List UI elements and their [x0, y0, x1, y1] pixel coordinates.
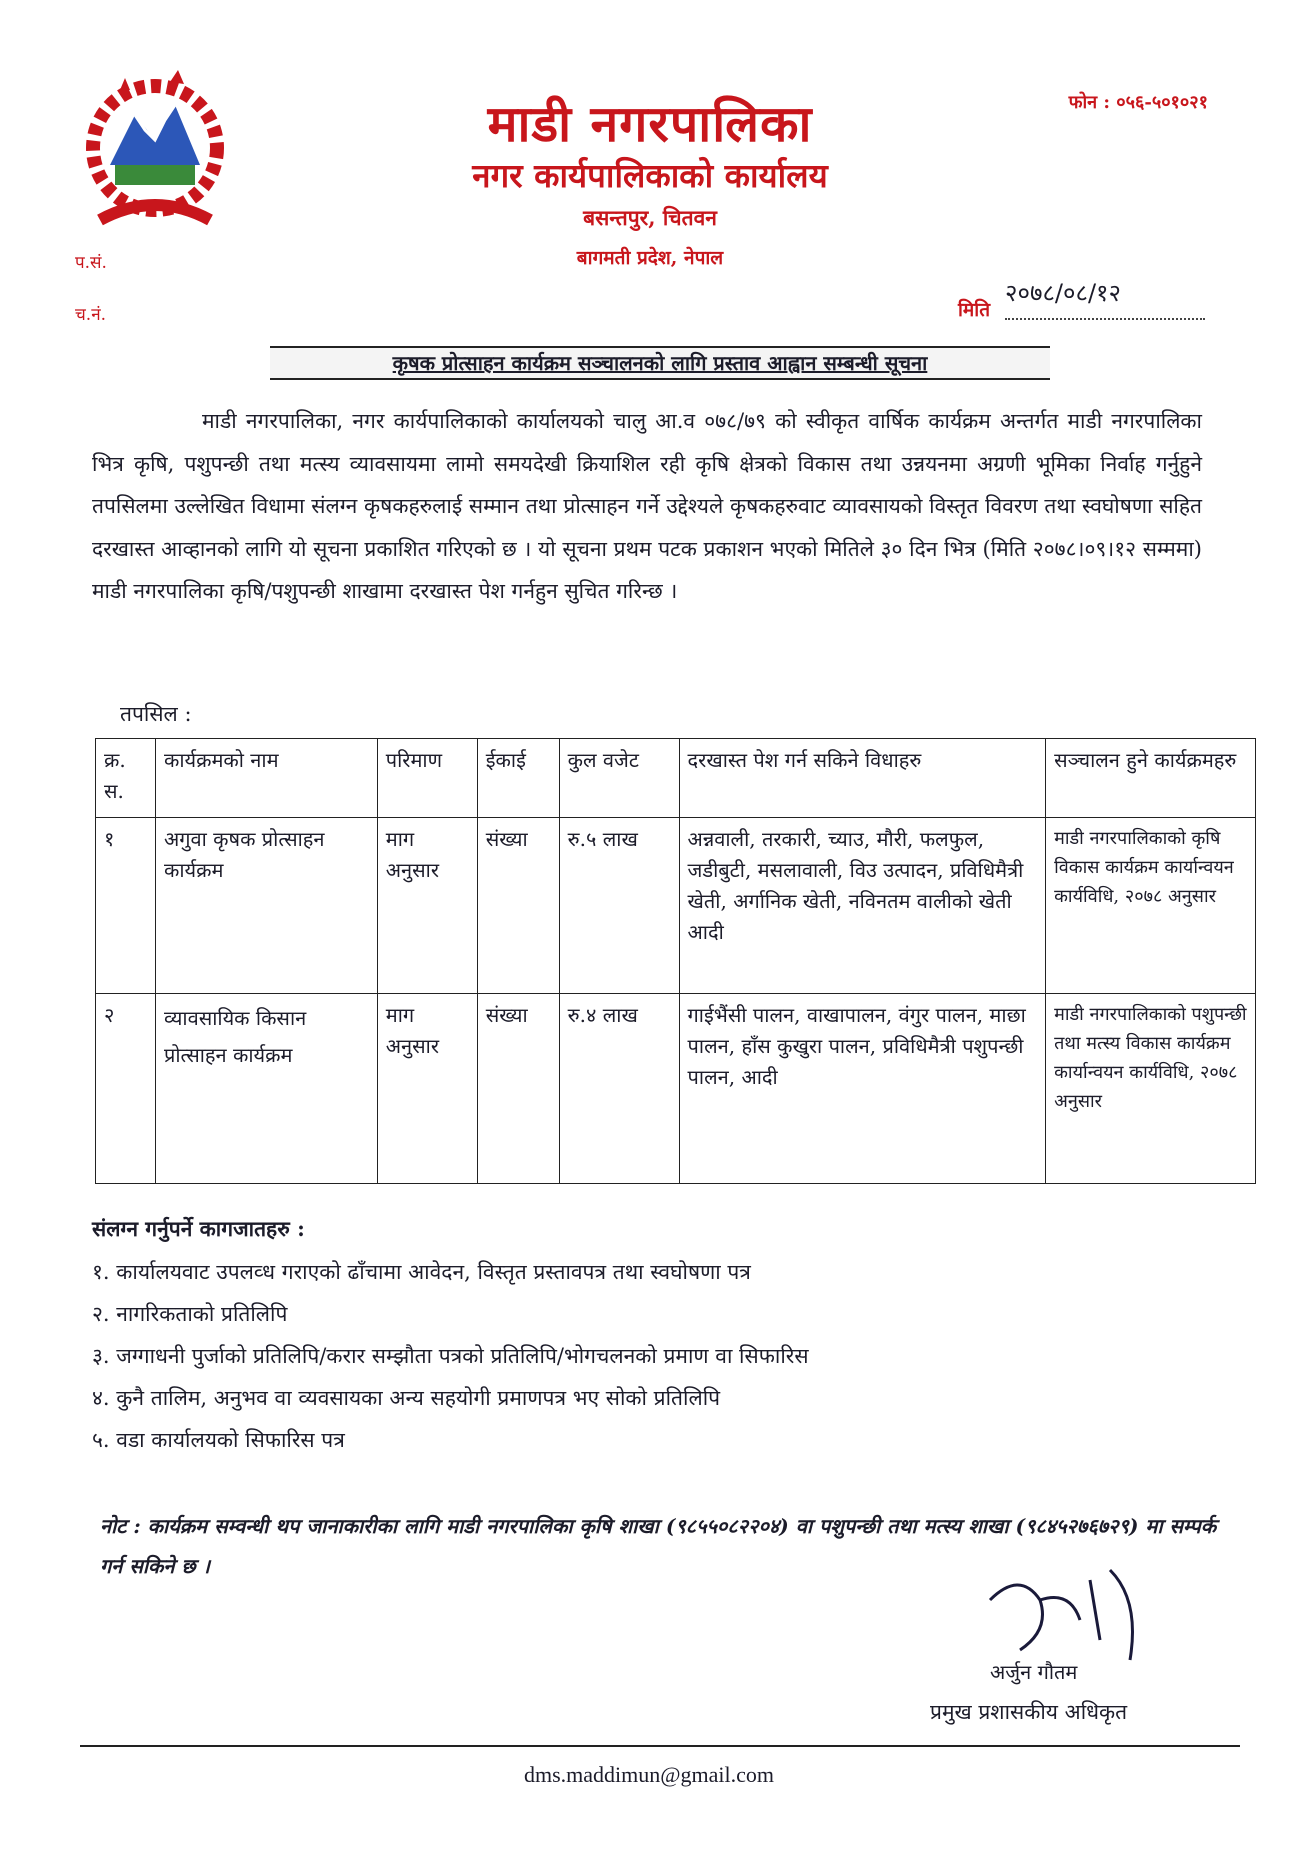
signatory-title: प्रमुख प्रशासकीय अधिकृत: [930, 1700, 1128, 1724]
cell-budget: रु.४ लाख: [559, 994, 679, 1184]
attachment-item: २. नागरिकताको प्रतिलिपि: [92, 1302, 288, 1326]
cell-unit: संख्या: [477, 818, 559, 994]
attachment-item: ५. वडा कार्यालयको सिफारिस पत्र: [92, 1428, 345, 1452]
notice-subject: कृषक प्रोत्साहन कार्यक्रम सञ्चालनको लागि प्रस्ताव आह्वान सम्बन्धी सूचना: [270, 346, 1050, 380]
cell-categories: अन्नवाली, तरकारी, च्याउ, मौरी, फलफुल, जडीबुटी, मसलावाली, विउ उत्पादन, प्रविधिमैत्री खेती, अर्गानिक खेती, नविनतम वालीको खेती आदी: [679, 818, 1046, 994]
signatory-name: अर्जुन गौतम: [990, 1660, 1078, 1684]
cell-program-name: व्यावसायिक किसान प्रोत्साहन कार्यक्रम: [155, 994, 377, 1184]
attachments-title: संलग्न गर्नुपर्ने कागजातहरु :: [92, 1216, 305, 1241]
office-email: dms.maddimun@gmail.com: [523, 1762, 774, 1787]
office-subtitle: नगर कार्यपालिकाको कार्यालय: [472, 156, 828, 195]
cell-sn: २: [96, 994, 156, 1184]
attachment-item: ३. जग्गाधनी पुर्जाको प्रतिलिपि/करार सम्झौता पत्रको प्रतिलिपि/भोगचलनको प्रमाण वा सिफारिस: [92, 1344, 809, 1368]
date-value: २०७८/०८/१२: [1005, 279, 1122, 307]
col-header-programs: सञ्चालन हुने कार्यक्रमहरु: [1046, 739, 1256, 818]
table-header-row: [96, 739, 1256, 818]
attachment-item: ४. कुनै तालिम, अनुभव वा व्यवसायका अन्य सहयोगी प्रमाणपत्र भए सोको प्रतिलिपि: [92, 1386, 721, 1410]
nepal-government-emblem-icon: [60, 70, 250, 240]
handwritten-signature: [980, 1560, 1180, 1674]
cell-program-name: अगुवा कृषक प्रोत्साहन कार्यक्रम: [155, 818, 377, 994]
table-row: [96, 818, 1256, 994]
footer-divider: [80, 1745, 1240, 1747]
office-address-line1: बसन्तपुर, चितवन: [583, 205, 717, 230]
cell-programs: माडी नगरपालिकाको कृषि विकास कार्यक्रम कार्यान्वयन कार्यविधि, २०७८ अनुसार: [1046, 818, 1256, 994]
col-header-quantity: परिमाण: [377, 739, 477, 818]
col-header-budget: कुल वजेट: [559, 739, 679, 818]
cell-quantity: माग अनुसार: [377, 994, 477, 1184]
cell-programs: माडी नगरपालिकाको पशुपन्छी तथा मत्स्य विकास कार्यक्रम कार्यान्वयन कार्यविधि, २०७८ अनुसार: [1046, 994, 1256, 1184]
office-name: माडी नगरपालिका: [487, 95, 813, 153]
attachment-item: १. कार्यालयवाट उपलव्ध गराएको ढाँचामा आवेदन, विस्तृत प्रस्तावपत्र तथा स्वघोषणा पत्र: [92, 1260, 751, 1284]
program-table: [95, 738, 1256, 1184]
date-dotted-line: [1005, 318, 1205, 320]
cell-unit: संख्या: [477, 994, 559, 1184]
contact-note: नोट : कार्यक्रम सम्वन्धी थप जानाकारीका लागि माडी नगरपालिका कृषि शाखा (९८५५०८२२०४) वा पशुपन्छी तथा मत्स्य शाखा (९८४५२७६७२९) मा सम्पर्क गर्न सकिने छ ।: [100, 1514, 1217, 1578]
office-phone: फोन : ०५६-५०१०२१: [1068, 92, 1208, 113]
cell-categories: गाईभैंसी पालन, वाखापालन, वंगुर पालन, माछा पालन, हाँस कुखुरा पालन, प्रविधिमैत्री पशुपन्छी पालन, आदी: [679, 994, 1046, 1184]
notice-body: माडी नगरपालिका, नगर कार्यपालिकाको कार्यालयको चालु आ.व ०७८/७९ को स्वीकृत वार्षिक कार्यक्रम अन्तर्गत माडी नगरपालिका भित्र कृषि, पशुपन्छी तथा मत्स्य व्यावसायमा लामो समयदेखी क्रियाशिल रही कृषि क्षेत्रको विकास तथा उन्नयनमा अग्रणी भूमिका निर्वाह गर्नुहुने तपसिलमा उल्लेखित विधामा संलग्न कृषकहरुलाई सम्मान तथा प्रोत्साहन गर्ने उद्देश्यले कृषकहरुवाट व्यावसायको विस्तृत विवरण तथा स्वघोषणा सहित दरखास्त आव्हानको लागि यो सूचना प्रकाशित गरिएको छ । यो सूचना प्रथम पटक प्रकाशन भएको मितिले ३० दिन भित्र (मिति २०७८।०९।१२ सम्ममा) माडी नगरपालिका कृषि/पशुपन्छी शाखामा दरखास्त पेश गर्नहुन सुचित गरिन्छ ।: [92, 409, 1202, 603]
col-header-categories: दरखास्त पेश गर्न सकिने विधाहरु: [679, 739, 1046, 818]
ref-no-label: प.सं.: [75, 253, 107, 273]
col-header-sn: क्र. स.: [96, 739, 156, 818]
office-address-line2: बागमती प्रदेश, नेपाल: [576, 247, 724, 269]
table-row: [96, 994, 1256, 1184]
tapasil-label: तपसिल :: [120, 702, 192, 726]
cell-sn: १: [96, 818, 156, 994]
col-header-unit: ईकाई: [477, 739, 559, 818]
col-header-name: कार्यक्रमको नाम: [155, 739, 377, 818]
cell-budget: रु.५ लाख: [559, 818, 679, 994]
dispatch-no-label: च.नं.: [75, 305, 107, 325]
date-label: मिति: [958, 299, 991, 321]
cell-quantity: माग अनुसार: [377, 818, 477, 994]
